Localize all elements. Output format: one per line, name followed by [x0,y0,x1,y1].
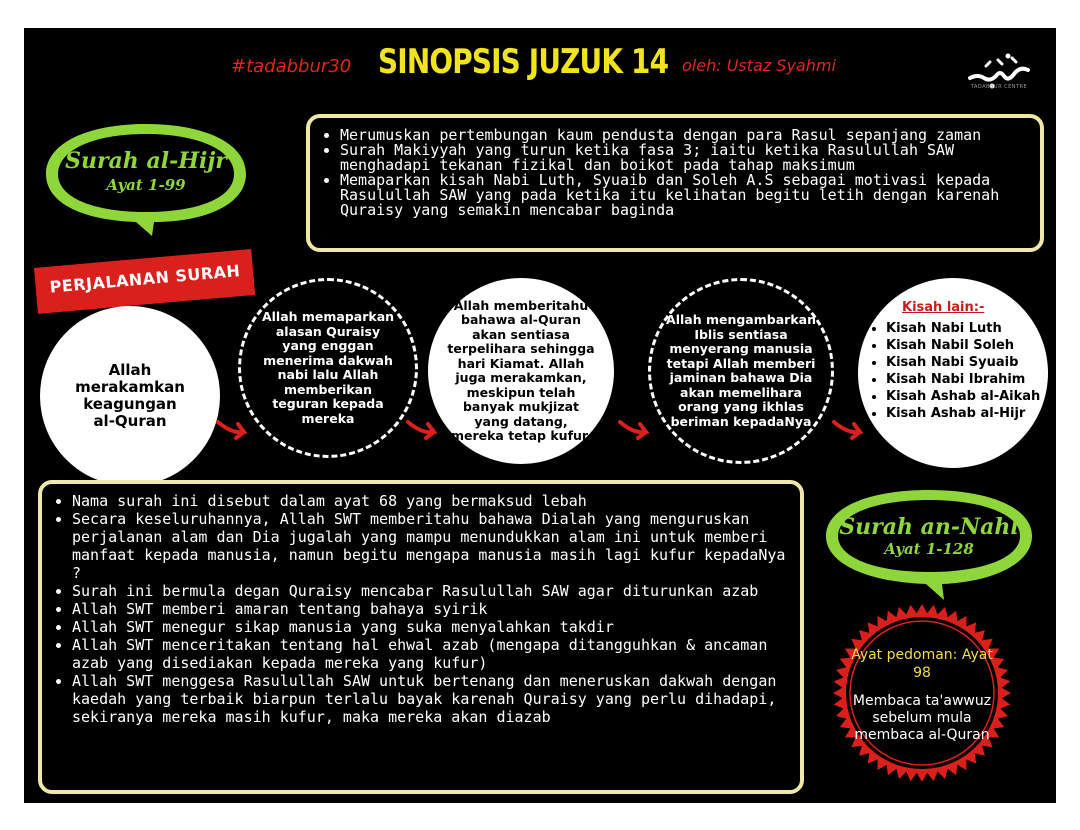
seal-label: Ayat pedoman: Ayat 98 [851,647,993,681]
hijr-summary-box [306,114,1044,252]
arrow-right-icon [216,416,250,442]
nahl-ayat: Ayat 1-128 [884,540,974,558]
nahl-title: Surah an-Nahl [839,514,1019,540]
nahl-point: • Allah SWT memberi amaran tentang bahaya syirik [72,600,792,618]
arrow-right-icon [618,416,652,442]
other-stories-circle [858,278,1048,468]
journey-step-4 [648,278,834,464]
hijr-title: Surah al-Hijr [65,148,227,174]
story-item: • Kisah Nabil Soleh [886,337,1056,354]
hijr-speech-bubble [36,118,256,238]
hashtag: #tadabbur30 [231,56,352,77]
journey-step-2 [238,278,418,458]
journey-step-text: Allah mengambarkan Iblis sentiasa menyerang manusia tetapi Allah memberi jaminan bahawa Dia akan memelihara orang yang ikhlas beriman kepadaNya [666,312,816,429]
hijr-point: • Merumuskan pertembungan kaum pendusta dengan para Rasul sepanjang zaman [340,128,1040,143]
seal-text: Membaca ta'awwuz sebelum mula membaca al-Quran [852,693,992,743]
journey-step-text: Allah memaparkan alasan Quraisy yang enggan menerima dakwah nabi lalu Allah memberikan teguran kepada mereka [261,309,395,426]
nahl-point: • Secara keseluruhannya, Allah SWT memberitahu bahawa Dialah yang menguruskan perjalanan alam dan Dia jugalah yang mampu menundukkan alam ini untuk memberi manfaat kepada manusia, namun begitu mengapa manusia masih lagi kufur kepadaNya ? [72,510,792,582]
arrow-right-icon [406,416,440,442]
hijr-point: • Surah Makiyyah yang turun ketika fasa 3; iaitu ketika Rasulullah SAW menghadapi tekanan fizikal dan boikot pada tahap maksimum [340,143,1040,173]
nahl-point: • Allah SWT menceritakan tentang hal ehwal azab (mengapa ditangguhkan & ancaman azab yang disediakan kepada mereka yang kufur) [72,636,792,672]
journey-step-text: Allah merakamkan keagungan al-Quran [75,361,185,430]
logo-subtitle: TADABBUR CENTRE [970,84,1028,90]
arrow-right-icon [832,416,866,442]
journey-step-3 [428,278,614,464]
other-stories-heading: Kisah lain:- [902,300,985,315]
author-credit: oleh: Ustaz Syahmi [682,56,836,75]
nahl-point: • Nama surah ini disebut dalam ayat 68 yang bermaksud lebah [72,492,792,510]
poster [24,28,1056,803]
journey-label: PERJALANAN SURAH [48,261,242,297]
page-title: SINOPSIS JUZUK 14 [378,42,669,82]
story-item: • Kisah Nabi Syuaib [886,354,1056,371]
story-item: • Kisah Ashab al-Aikah [886,388,1056,405]
nahl-summary-box [38,480,804,794]
nahl-point: • Allah SWT menegur sikap manusia yang suka menyalahkan takdir [72,618,792,636]
story-item: • Kisah Nabi Luth [886,320,1056,337]
hijr-ayat: Ayat 1-99 [106,176,186,194]
journey-step-1 [40,306,220,486]
nahl-speech-bubble [814,484,1044,604]
journey-ribbon [34,249,255,314]
story-item: • Kisah Nabi Ibrahim [886,371,1056,388]
nahl-point: • Surah ini bermula degan Quraisy mencabar Rasulullah SAW agar diturunkan azab [72,582,792,600]
journey-step-text: Allah memberitahu bahawa al-Quran akan sentiasa terpelihara sehingga hari Kiamat. Allah juga merakamkan, meskipun telah banyak mukjizat yang datang, mereka tetap kufur. [447,297,595,443]
hijr-point: • Memaparkan kisah Nabi Luth, Syuaib dan Soleh A.S sebagai motivasi kepada Rasulullah SAW yang pada ketika itu kelihatan begitu letih dengan karenah Quraisy yang semakin mencabar baginda [340,173,1040,218]
nahl-point: • Allah SWT menggesa Rasulullah SAW untuk bertenang dan meneruskan dakwah dengan kaedah yang terbaik biarpun terlalu bayak karenah Quraisy yang perlu dihadapi, sekiranya mereka masih kufur, maka mereka akan diazab [72,672,792,726]
story-item: • Kisah Ashab al-Hijr [886,405,1056,422]
